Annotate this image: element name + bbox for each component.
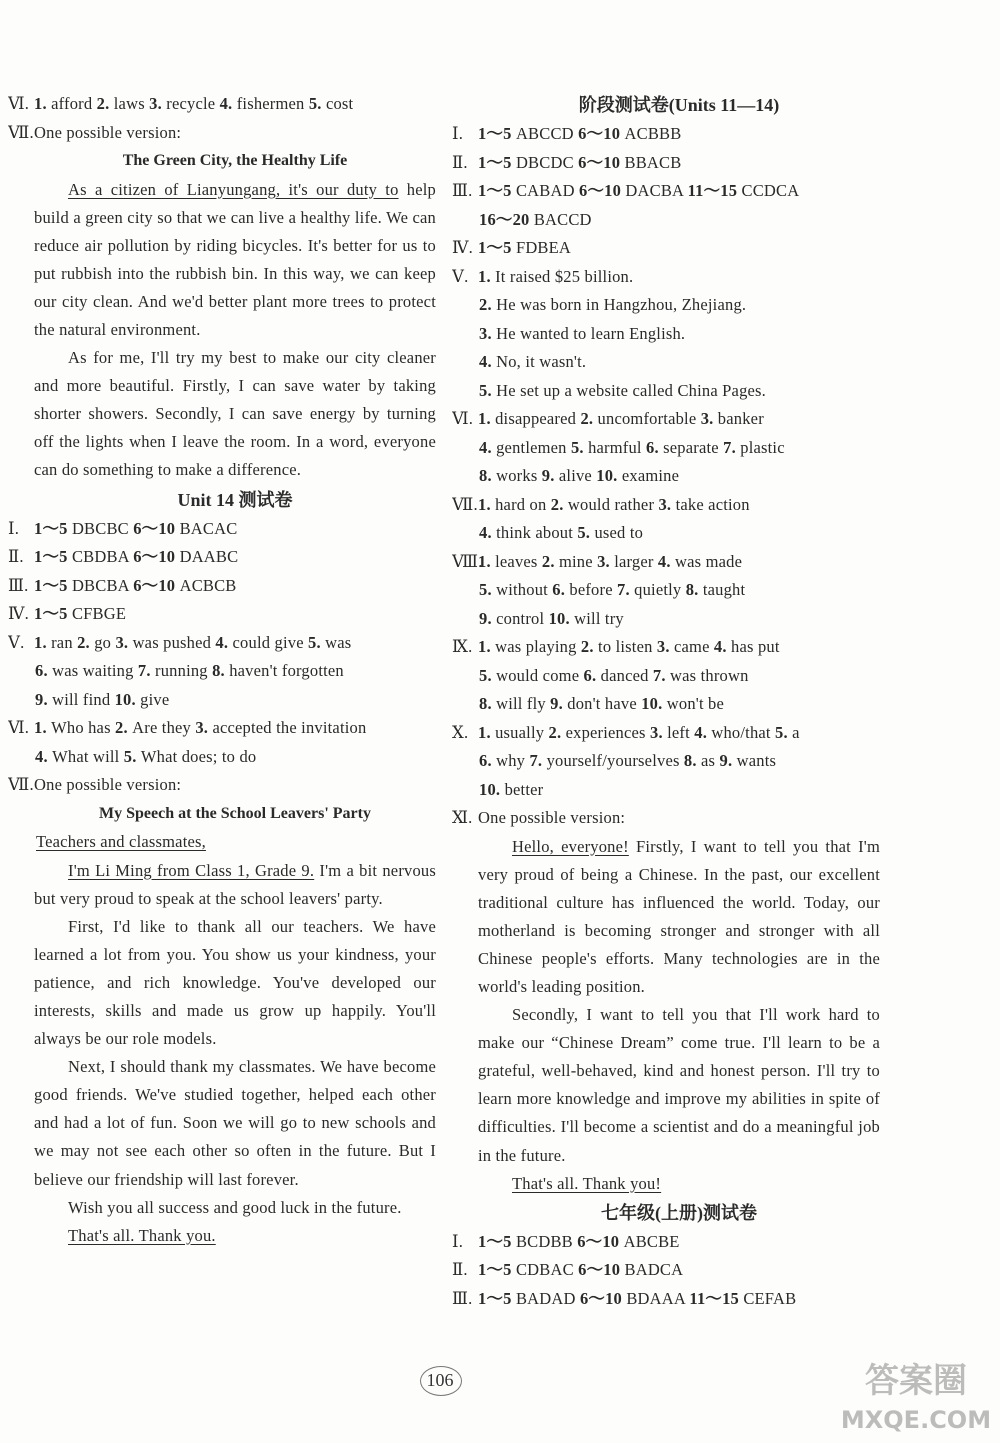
watermark-logo [838,1352,996,1438]
answer-text: One possible version: [34,122,182,142]
roman-numeral: Ⅵ. [8,718,30,738]
answer-text: 10. [641,694,667,713]
roman-numeral: Ⅰ. [452,1231,464,1251]
answer-text: mine [558,551,598,571]
essay-paragraph: Secondly, I want to tell you that I'll work hard to make our “Chinese Dream” come true. I'll learn to be a grateful, well-behaved, kind and honest person. I'll try to learn more knowledge and improve my abilities in spite of difficulties. I'll become a scientist and do a meaningful job in the future. [478,1005,880,1165]
essay-greeting-text: Teachers and classmates, [36,832,206,852]
answer-text: ACBBB [624,124,682,143]
essay-text: Firstly, I want to tell you that I'm very proud of being a Chinese. In the past, our excellent traditional culture has influenced the world. Today, our motherland is becoming stronger and stronger with all Chinese people's efforts. Many technologies are in the world's leading position. [478,836,880,996]
answer-text: 11～15 [687,181,742,200]
answer-text: 4. [479,437,497,457]
answer-text: CCDCA [741,181,800,200]
answer-text: 7. [652,665,671,685]
roman-numeral: Ⅴ. [452,266,469,286]
answer-text: will find [52,689,115,709]
answer-text: 1. [34,718,52,738]
answer-text: would come [496,665,584,685]
answer-text: No, it wasn't. [496,352,587,371]
essay-paragraph: Next, I should thank my classmates. We have become good friends. We've studied together, helped each other and had a lot of fun. Soon we will go to new schools and we may not see each other so often in the future. But I believe our friendship will last forever. [34,1057,436,1189]
answer-text: 6～10 [579,1288,627,1308]
answer-line [452,519,880,548]
answer-text: 3. [115,632,133,652]
essay-title: The Green City, the Healthy Life [122,152,348,169]
answer-text: left [667,722,695,742]
answer-line [452,662,880,691]
answer-text: 8. [683,751,702,770]
answer-text: accepted the invitation [212,718,367,738]
essay-closing-text: That's all. Thank you! [512,1173,662,1193]
answer-text: 6～10 [578,124,625,143]
roman-numeral: Ⅱ. [452,152,468,172]
answer-range: 6～10 [133,518,180,538]
answer-text: banker [717,409,764,428]
essay-paragraph [34,857,436,913]
essay-closing [34,1222,436,1250]
answer-text: 9. [35,689,53,709]
answer-text: 9. [719,751,737,770]
section-heading: 阶段测试卷(Units 11—14) [578,95,780,115]
answer-text: as [701,751,720,770]
answer-line [452,234,880,263]
answer-text: 2. [550,494,568,514]
answer-text: One possible version: [34,775,182,795]
answer-text: go [94,632,116,652]
answer-text: 7. [137,661,156,681]
answer-text: 8. [212,661,230,681]
answer-text: DBCBA [71,575,134,595]
answer-text: why [496,751,530,770]
answer-text: take action [675,494,750,514]
answer-text: hard on [495,494,551,514]
roman-numeral: Ⅲ. [8,575,29,595]
answer-line [452,690,880,719]
roman-numeral: Ⅵ. [452,409,474,428]
answer-text: BDAAA [626,1288,690,1308]
roman-numeral: Ⅱ. [8,547,24,567]
answer-text: without [496,580,553,599]
answer-line [452,605,880,634]
answer-range: 1～5 [34,518,72,538]
page-number: 106 [426,1370,454,1390]
answer-text: CDBAC [515,1260,579,1280]
answer-text: experiences [565,722,651,742]
roman-numeral: Ⅶ. [8,122,34,142]
answer-text: was [325,632,352,652]
answer-text: 1～5 [478,1231,516,1251]
answer-text: BACCD [533,209,592,229]
essay-title: My Speech at the School Leavers' Party [99,804,371,822]
answer-line [452,462,880,491]
answer-line [8,90,436,119]
answer-text: wants [736,751,777,770]
answer-text: Who has [51,718,116,738]
answer-text: control [496,608,549,628]
roman-numeral: Ⅵ. [8,94,30,113]
answer-text: 1. [34,632,52,652]
answer-line [8,119,436,148]
answer-text: 10. [548,608,575,628]
answer-text: better [504,779,544,799]
answer-line [452,633,880,662]
answer-text: CABAD [515,181,580,200]
answer-text: ACBCB [179,575,237,595]
answer-text: examine [621,466,680,485]
answer-line [452,177,880,206]
essay-paragraph [478,833,880,1002]
answer-text: CEFAB [743,1288,797,1308]
answer-text: 2. [479,295,497,314]
answer-text: 2. [115,718,133,738]
answer-line [452,804,880,833]
essay-paragraph: First, I'd like to thank all our teachers. We have learned a lot from you. You show us your kindness, your patience, and rich knowledge. You've developed our interests, skills and made us grow up happily. You'll always be our role models. [34,916,436,1049]
answer-text: harmful [588,437,647,457]
answer-text: 1～5 [478,181,516,200]
answer-text: fishermen [236,94,309,113]
answer-text: laws [113,94,150,113]
roman-numeral: Ⅰ. [452,124,464,143]
answer-line [452,348,880,377]
answer-text: came [673,637,714,656]
answer-line [452,1256,880,1285]
answer-text: 2. [77,632,95,652]
answer-text: 1～5 [478,124,516,143]
answer-text: would rather [567,494,659,514]
answer-text: 1. [478,494,496,514]
answer-text: 5. [577,523,595,542]
answer-text: 4. [479,523,497,542]
answer-text: 4. [215,632,233,652]
answer-text: was made [675,551,743,571]
answer-text: 4. [219,94,237,113]
answer-text: Are they [132,718,196,738]
answer-line [452,120,880,149]
answer-text: 9. [541,466,559,485]
answer-text: running [155,661,213,681]
answer-text: 2. [96,94,114,113]
answer-text: 11～15 [689,1288,744,1308]
answer-text: won't be [666,694,725,713]
answer-text: What will [52,746,124,766]
answer-text: BACAC [179,518,238,538]
answer-text: 5. [479,380,497,400]
answer-line [452,206,880,235]
answer-text: 1～5 [478,152,516,172]
answer-text: 5. [479,665,497,685]
essay-paragraph: Wish you all success and good luck in the future. [68,1197,402,1217]
answer-text: 1. [34,94,52,113]
answer-text: 9. [479,608,497,628]
answer-text: 5. [308,632,326,652]
roman-numeral: Ⅱ. [452,1260,468,1280]
answer-line [8,543,436,572]
answer-text: 5. [570,437,589,457]
roman-numeral: Ⅺ. [452,808,473,827]
answer-line [8,686,436,715]
answer-text: 3. [700,409,718,428]
answer-text: 6. [35,661,53,681]
answer-text: gentlemen [496,437,571,457]
answer-line [8,600,436,629]
answer-text: DBCDC [515,152,579,172]
essay-text: I'm a bit nervous but very proud to speak at the school leavers' party. [34,860,436,908]
answer-line [452,149,880,178]
answer-text: give [140,689,170,709]
answer-line [8,629,436,658]
essay-paragraph [34,176,436,345]
answer-text: DAABC [179,547,239,567]
answer-text: was waiting [52,661,138,681]
roman-numeral: Ⅶ. [452,494,478,514]
answer-text: DBCBC [71,518,134,538]
essay-greeting-text: Hello, everyone! [512,836,629,856]
essay-paragraph: As for me, I'll try my best to make our city cleaner and more beautiful. Firstly, I can save water by taking shorter showers. Secondly, I can save energy by turning off the lights when I leave the room. In a word, everyone can do something to make a difference. [34,348,436,480]
answer-text: 2. [548,722,566,742]
answer-text: 5. [123,746,141,766]
answer-text: used to [594,523,644,542]
answer-text: 6～10 [578,1260,625,1280]
answer-text: leaves [495,551,542,571]
answer-line [452,491,880,520]
answer-text: BCDBB [515,1231,578,1251]
roman-numeral: Ⅲ. [452,181,473,200]
answer-line [452,747,880,776]
answer-text: 7. [723,437,741,457]
answer-text: will fly [496,694,551,713]
answer-text: was thrown [670,665,749,685]
answer-text: 6. [552,580,570,599]
roman-numeral: Ⅸ. [452,637,473,656]
left-column [8,90,436,1250]
answer-text: 1. [478,722,496,742]
roman-numeral: Ⅴ. [8,632,25,652]
answer-text: 7. [529,751,547,770]
answer-text: CBDBA [71,547,134,567]
answer-text: to listen [598,637,657,656]
answer-text: before [569,580,618,599]
answer-line [452,291,880,320]
svg-text:MXQE.COM: MXQE.COM [840,1406,992,1434]
answer-text: BBACB [624,152,682,172]
answer-text: 4. [713,637,732,656]
answer-text: 6. [646,437,664,457]
answer-text: 10. [596,466,622,485]
answer-text: DACBA [625,181,688,200]
answer-line [8,714,436,743]
answer-text: He set up a website called China Pages. [496,380,766,400]
answer-text: BADCA [624,1260,684,1280]
answer-text: 6. [479,751,497,770]
answer-text: 5. [479,580,497,599]
answer-text: 4. [694,722,712,742]
answer-text: cost [325,94,354,113]
roman-numeral: Ⅰ. [8,518,20,538]
answer-line [452,405,880,434]
answer-text: 3. [597,551,615,571]
roman-numeral: Ⅳ. [452,238,474,257]
answer-text: ABCBE [623,1231,680,1251]
answer-text: 6～10 [577,1231,624,1251]
answer-text: 4. [35,746,53,766]
essay-greeting [36,828,436,857]
roman-numeral: Ⅳ. [8,604,30,624]
answer-text: recycle [166,94,220,113]
answer-text: BADAD [515,1288,580,1308]
answer-text: 1. [478,409,496,428]
roman-numeral: Ⅹ. [452,722,469,742]
answer-line [452,434,880,463]
essay-underlined-opening: I'm Li Ming from Class 1, Grade 9. [68,860,315,880]
answer-text: works [496,466,542,485]
answer-text: 2. [541,551,559,571]
answer-text: afford [51,94,97,113]
answer-line [452,1285,880,1314]
answer-range: 1～5 [34,604,72,624]
answer-text: could give [232,632,309,652]
answer-text: 3. [479,323,497,343]
answer-range: 6～10 [133,547,180,567]
answer-text: 3. [658,494,676,514]
answer-range: 6～10 [133,575,180,595]
answer-line [452,1228,880,1257]
answer-text: 16～20 [479,209,534,229]
answer-line [452,776,880,805]
answer-text: yourself/yourselves [546,751,684,770]
answer-text: disappeared [495,409,581,428]
answer-line [452,576,880,605]
answer-text: separate [663,437,724,457]
answer-text: He was born in Hangzhou, Zhejiang. [496,295,747,314]
answer-text: 8. [479,694,497,713]
answer-text: 1. [478,637,496,656]
answer-text: think about [496,523,578,542]
answer-text: One possible version: [478,808,626,827]
answer-line [452,377,880,406]
roman-numeral: Ⅶ. [8,775,34,795]
answer-text: danced [600,665,653,685]
answer-text: uncomfortable [597,409,701,428]
essay-closing [478,1170,880,1198]
essay-text: help build a green city so that we can live a healthy life. We can reduce air pollution by riding bicycles. It's better for us to put rubbish into the rubbish bin. In this way, we can keep our city clean. And we'd better plant more trees to protect the natural environment. [34,179,436,339]
answer-text: will try [574,608,624,628]
answer-text: who/that [711,722,776,742]
answer-line [452,320,880,349]
answer-text: FDBEA [515,238,572,257]
answer-line [452,719,880,748]
answer-line [8,572,436,601]
answer-text: 3. [656,637,674,656]
answer-line [452,548,880,577]
answer-range: 1～5 [34,575,72,595]
answer-text: 5. [308,94,326,113]
answer-text: ran [51,632,78,652]
answer-text: What does; to do [140,746,257,766]
answer-text: ABCCD [515,124,579,143]
answer-text: 1～5 [478,1260,516,1280]
roman-numeral: Ⅲ. [452,1288,473,1308]
answer-text: a [792,722,800,742]
essay-underlined-opening: As a citizen of Lianyungang, it's our duty to [68,179,399,199]
answer-text: 1. [478,266,496,286]
answer-text: larger [614,551,658,571]
answer-text: 9. [550,694,568,713]
answer-text: has put [731,637,780,656]
answer-text: usually [495,722,549,742]
svg-text:答案圈: 答案圈 [865,1361,967,1401]
answer-text: 7. [617,580,635,599]
answer-text: quietly [634,580,686,599]
answer-line [8,657,436,686]
answer-text: was playing [495,637,581,656]
answer-text: 10. [479,779,505,799]
essay-closing-text: That's all. Thank you. [68,1225,216,1245]
answer-text: plastic [740,437,785,457]
answer-text: 1～5 [478,1288,516,1308]
answer-text: 2. [580,637,599,656]
answer-text: 4. [479,352,497,371]
answer-text: don't have [567,694,642,713]
answer-text: taught [702,580,746,599]
answer-text: He wanted to learn English. [496,323,686,343]
answer-text: 6～10 [579,181,626,200]
section-heading: 七年级(上册)测试卷 [601,1202,757,1223]
answer-text: alive [558,466,597,485]
answer-text: 8. [479,466,497,485]
answer-text: 3. [149,94,167,113]
answer-text: 1～5 [478,238,516,257]
answer-text: It raised $25 billion. [495,266,634,286]
answer-line [452,263,880,292]
answer-text: 3. [650,722,668,742]
answer-text: 6～10 [578,152,625,172]
section-heading: Unit 14 测试卷 [177,489,293,510]
answer-text: 5. [775,722,793,742]
right-column [452,90,880,1313]
answer-text: CFBGE [71,604,127,624]
answer-text: 3. [195,718,213,738]
answer-text: 4. [657,551,676,571]
answer-text: 2. [580,409,598,428]
answer-text: 6. [583,665,601,685]
roman-numeral: Ⅷ. [452,551,483,571]
answer-line [8,743,436,772]
answer-range: 1～5 [34,547,72,567]
answer-text: 8. [685,580,703,599]
answer-text: 10. [114,689,141,709]
answer-line [8,515,436,544]
answer-text: haven't forgotten [229,661,344,681]
answer-line [8,771,436,800]
answer-text: was pushed [132,632,216,652]
answer-text: 1. [478,551,496,571]
